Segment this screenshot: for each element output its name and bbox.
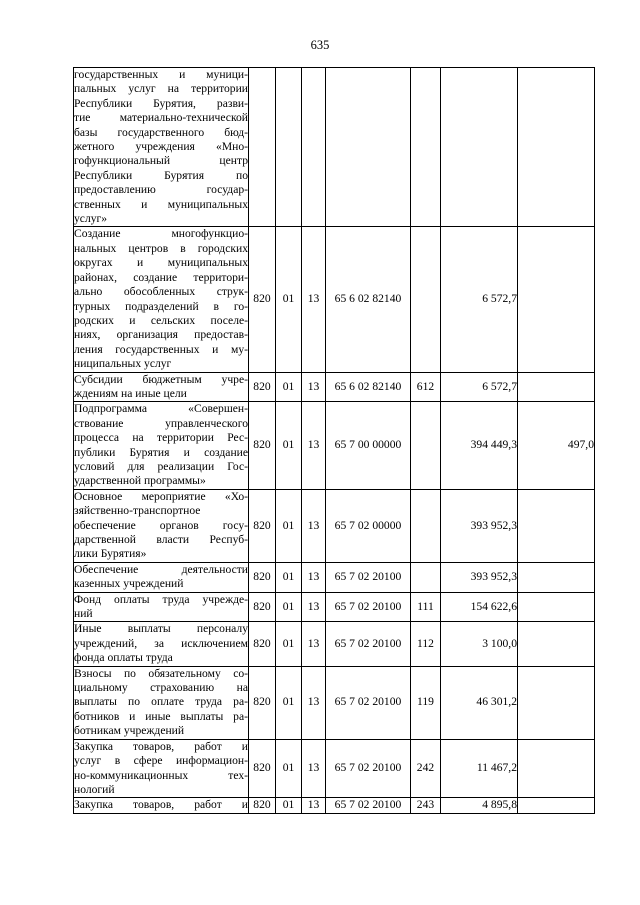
cell-amount: 46 301,2 [441,666,518,739]
table-row [74,739,595,798]
cell-razdel: 01 [276,227,302,372]
name-line: ально обособленных струк- [74,285,248,299]
cell-razdel: 01 [276,592,302,622]
table-row [74,402,595,489]
table-row [74,68,595,227]
cell-grbs: 820 [249,592,276,622]
name-line: выплаты по оплате труда ра- [74,695,248,709]
cell-expense-type [411,402,441,489]
cell-target-article: 65 7 00 00000 [326,402,411,489]
name-line: турных подразделений в го- [74,299,248,313]
cell-razdel: 01 [276,622,302,666]
table-row [74,562,595,592]
name-line: Обеспечение деятельности [74,562,248,576]
cell-amount-extra [518,739,595,798]
cell-razdel: 01 [276,489,302,562]
cell-podrazdel: 13 [302,666,326,739]
cell-expense-type: 612 [411,372,441,402]
cell-name [74,592,249,622]
name-line: ботникам учреждений [74,724,185,738]
cell-podrazdel [302,68,326,227]
cell-name [74,489,249,562]
cell-podrazdel: 13 [302,489,326,562]
cell-name [74,562,249,592]
cell-amount: 4 895,8 [441,798,518,813]
cell-amount-extra [518,798,595,813]
cell-amount-extra [518,562,595,592]
cell-amount-extra [518,592,595,622]
cell-razdel: 01 [276,739,302,798]
name-line: тие материально-технической [74,111,248,125]
cell-grbs [249,68,276,227]
cell-podrazdel: 13 [302,372,326,402]
name-line: обеспечение органов госу- [74,518,248,532]
name-line: районах, создание территори- [74,270,248,284]
cell-expense-type: 119 [411,666,441,739]
name-line: ственных и муниципальных [74,197,248,211]
cell-podrazdel: 13 [302,402,326,489]
name-line: ления государственных и му- [74,342,248,356]
cell-amount-extra [518,227,595,372]
name-line: Республики Бурятия, разви- [74,96,248,110]
cell-amount-extra: 497,0 [518,402,595,489]
name-line: дарственной власти Респуб- [74,533,248,546]
cell-amount-extra [518,622,595,666]
cell-target-article: 65 7 02 00000 [326,489,411,562]
name-line: циальному страхованию на [74,681,248,695]
name-line: процесса на территории Рес- [74,431,248,445]
cell-name [74,68,249,227]
cell-target-article: 65 7 02 20100 [326,562,411,592]
cell-grbs: 820 [249,489,276,562]
cell-podrazdel: 13 [302,739,326,798]
name-line: ударственной программы» [74,474,206,488]
name-line: ниципальных услуг [74,357,172,371]
cell-name [74,739,249,798]
cell-target-article [326,68,411,227]
name-line: нологий [74,782,115,796]
name-line: предоставлению государ- [74,183,248,197]
name-line: гофункциональный центр [74,154,248,168]
cell-podrazdel: 13 [302,562,326,592]
table-row [74,592,595,622]
cell-name [74,402,249,489]
cell-podrazdel: 13 [302,227,326,372]
cell-expense-type: 112 [411,622,441,666]
cell-target-article: 65 6 02 82140 [326,372,411,402]
name-line: жетного учреждения «Мно- [74,140,248,154]
cell-amount: 394 449,3 [441,402,518,489]
cell-amount: 3 100,0 [441,622,518,666]
name-line: ствование управленческого [74,416,248,430]
name-line: фонда оплаты труда [74,651,173,665]
name-line: Иные выплаты персоналу [74,622,248,636]
cell-amount: 6 572,7 [441,227,518,372]
cell-name [74,666,249,739]
cell-razdel: 01 [276,562,302,592]
name-line: Создание многофункцио- [74,227,248,241]
name-line: нальных центров в городских [74,241,248,255]
name-line: ждениям на иные цели [74,386,187,400]
cell-expense-type [411,489,441,562]
cell-expense-type [411,227,441,372]
cell-amount [441,68,518,227]
cell-amount: 393 952,3 [441,562,518,592]
cell-expense-type: 243 [411,798,441,813]
name-line: ний [74,607,93,621]
table-row [74,489,595,562]
name-line: Субсидии бюджетным учре- [74,372,248,386]
table-row [74,798,595,813]
name-line: ботников и иные выплаты ра- [74,709,248,723]
cell-grbs: 820 [249,739,276,798]
name-line: Подпрограмма «Совершен- [74,402,248,416]
name-line: Закупка товаров, работ и [74,798,248,812]
name-line: пальных услуг на территории [74,82,248,96]
table-row [74,227,595,372]
name-line: учреждений, за исключением [74,636,248,650]
table-row [74,372,595,402]
cell-amount: 6 572,7 [441,372,518,402]
name-line: зяйственно-транспортное [74,504,201,518]
name-line: Фонд оплаты труда учрежде- [74,592,248,606]
cell-amount: 154 622,6 [441,592,518,622]
cell-name [74,622,249,666]
name-line: публики Бурятия и создание [74,445,248,459]
cell-expense-type [411,562,441,592]
cell-grbs: 820 [249,562,276,592]
table-row [74,622,595,666]
cell-expense-type [411,68,441,227]
cell-amount-extra [518,666,595,739]
cell-grbs: 820 [249,227,276,372]
cell-razdel [276,68,302,227]
table-row [74,666,595,739]
cell-expense-type: 242 [411,739,441,798]
cell-razdel: 01 [276,372,302,402]
name-line: базы государственного бюд- [74,125,248,139]
name-line: но-коммуникационных тех- [74,768,248,782]
cell-amount-extra [518,372,595,402]
cell-grbs: 820 [249,622,276,666]
name-line: родских и сельских поселе- [74,313,248,327]
cell-target-article: 65 7 02 20100 [326,798,411,813]
cell-target-article: 65 7 02 20100 [326,592,411,622]
name-line: Взносы по обязательному со- [74,666,248,680]
cell-name [74,227,249,372]
cell-name [74,798,249,813]
name-line: услуг» [74,212,108,226]
cell-amount-extra [518,68,595,227]
cell-podrazdel: 13 [302,798,326,813]
name-line: округах и муниципальных [74,256,248,270]
cell-podrazdel: 13 [302,622,326,666]
name-line: казенных учреждений [74,577,184,591]
name-line: условий для реализации Гос- [74,459,248,473]
cell-target-article: 65 7 02 20100 [326,666,411,739]
cell-podrazdel: 13 [302,592,326,622]
cell-razdel: 01 [276,402,302,489]
cell-amount-extra [518,489,595,562]
page-number: 635 [310,38,330,52]
cell-name [74,372,249,402]
name-line: лики Бурятия» [74,547,147,561]
cell-razdel: 01 [276,798,302,813]
cell-target-article: 65 7 02 20100 [326,739,411,798]
cell-grbs: 820 [249,372,276,402]
cell-razdel: 01 [276,666,302,739]
name-line: государственных и муници- [74,68,248,81]
name-line: услуг в сфере информацион- [74,754,248,768]
cell-target-article: 65 6 02 82140 [326,227,411,372]
name-line: Республики Бурятия по [74,168,248,182]
cell-target-article: 65 7 02 20100 [326,622,411,666]
budget-table [73,67,595,814]
cell-amount: 393 952,3 [441,489,518,562]
cell-grbs: 820 [249,402,276,489]
name-line: ниях, организация предостав- [74,328,248,342]
table-body [74,68,595,814]
cell-amount: 11 467,2 [441,739,518,798]
cell-expense-type: 111 [411,592,441,622]
name-line: Закупка товаров, работ и [74,739,248,753]
cell-grbs: 820 [249,798,276,813]
name-line: Основное мероприятие «Хо- [74,489,248,503]
cell-grbs: 820 [249,666,276,739]
